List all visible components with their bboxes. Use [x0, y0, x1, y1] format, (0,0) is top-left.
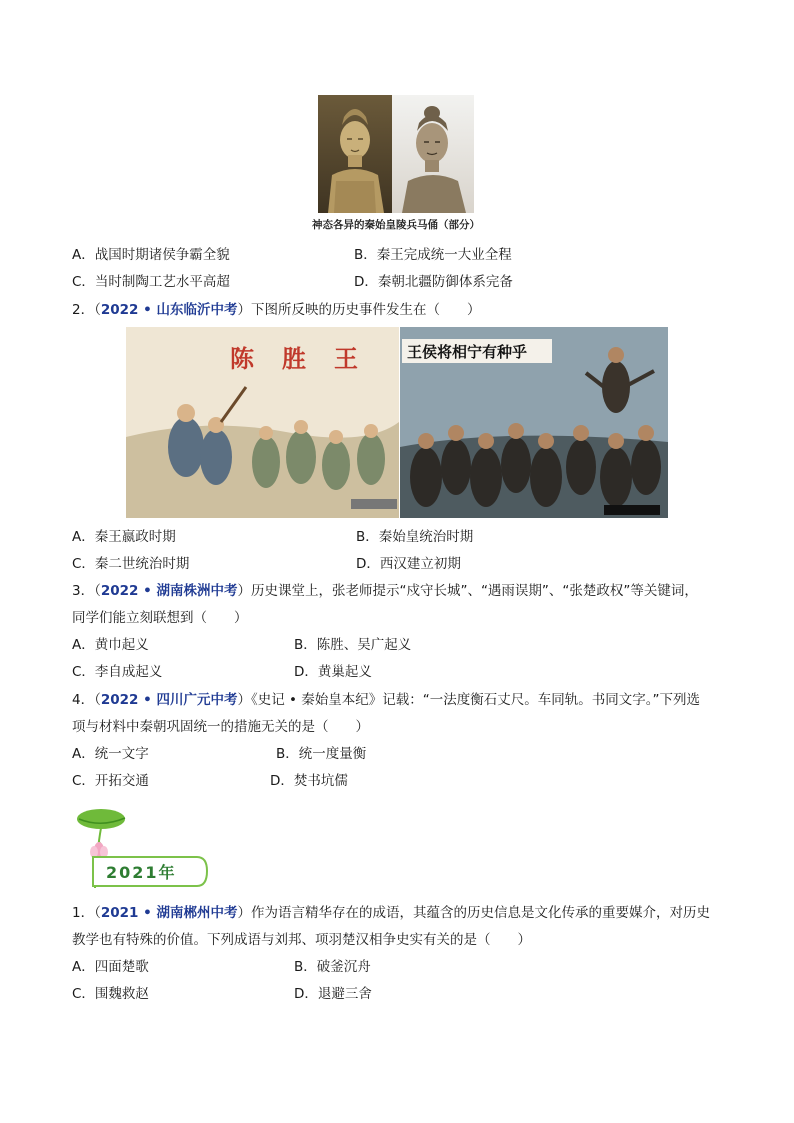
chen-sheng-uprising-image: [126, 327, 668, 518]
option-a: A．战国时期诸侯争霸全貌: [72, 247, 230, 263]
option-c: C．开拓交通: [72, 773, 149, 789]
question-4-stem-cont: 项与材料中秦朝巩固统一的措施无关的是（ ）: [72, 719, 369, 735]
question-source: 2022 • 四川广元中考: [100, 692, 238, 708]
lotus-flower-icon: [90, 842, 108, 858]
question-number: 4．（: [72, 692, 101, 708]
question-source: 2021 • 湖南郴州中考: [100, 905, 238, 921]
question-number: 1．（: [72, 905, 101, 921]
question-2021-1-stem-cont: 教学也有特殊的价值。下列成语与刘邦、项羽楚汉相争史实有关的是（ ）: [72, 932, 531, 948]
banner-left-text: 陈 胜 王: [230, 344, 360, 373]
question-2-stem: [72, 300, 480, 320]
question-source: 2022 • 湖南株洲中考: [100, 583, 238, 599]
question-source: 2022 • 山东临沂中考: [100, 302, 238, 318]
banner-right-text: 王侯将相宁有种乎: [407, 343, 528, 361]
terracotta-warriors-image: [318, 95, 474, 213]
question-text: ）下图所反映的历史事件发生在（ ）: [237, 302, 481, 318]
question-text: ）历史课堂上，张老师提示“戍守长城”、“遇雨误期”、“张楚政权”等关键词，: [237, 583, 698, 599]
question-4-stem: [72, 690, 700, 710]
option-a: A．统一文字: [72, 746, 149, 762]
question-text: ）《史记 • 秦始皇本纪》记载：“一法度衡石丈尺。车同轨。书同文字。”下列选: [237, 692, 700, 708]
question-number: 2．（: [72, 302, 101, 318]
figure-caption: 神态各异的秦始皇陵兵马俑（部分）: [312, 219, 480, 231]
option-d: D．退避三舍: [294, 986, 372, 1002]
option-a: A．黄巾起义: [72, 637, 149, 653]
question-3-stem-cont: 同学们能立刻联想到（ ）: [72, 610, 248, 626]
option-c: C．李自成起义: [72, 664, 163, 680]
option-a: A．四面楚歌: [72, 959, 149, 975]
option-b: B．秦始皇统治时期: [356, 529, 474, 545]
option-b: B．破釜沉舟: [294, 959, 371, 975]
option-d: D．西汉建立初期: [356, 556, 461, 572]
question-number: 3．（: [72, 583, 101, 599]
option-c: C．围魏救赵: [72, 986, 149, 1002]
option-d: D．焚书坑儒: [270, 773, 348, 789]
option-b: B．统一度量衡: [276, 746, 367, 762]
option-b: B．秦王完成统一大业全程: [354, 247, 512, 263]
lotus-leaf-icon: [77, 809, 125, 829]
option-d: D．秦朝北疆防御体系完备: [354, 274, 513, 290]
option-b: B．陈胜、吴广起义: [294, 637, 412, 653]
question-3-stem: [72, 581, 698, 601]
option-a: A．秦王嬴政时期: [72, 529, 176, 545]
option-c: C．秦二世统治时期: [72, 556, 190, 572]
question-2021-1-stem: [72, 903, 710, 923]
option-d: D．黄巢起义: [294, 664, 372, 680]
section-year-label: 2021年: [106, 863, 177, 882]
question-text: ）作为语言精华存在的成语，其蕴含的历史信息是文化传承的重要媒介，对历史: [237, 905, 710, 921]
option-c: C．当时制陶工艺水平高超: [72, 274, 230, 290]
